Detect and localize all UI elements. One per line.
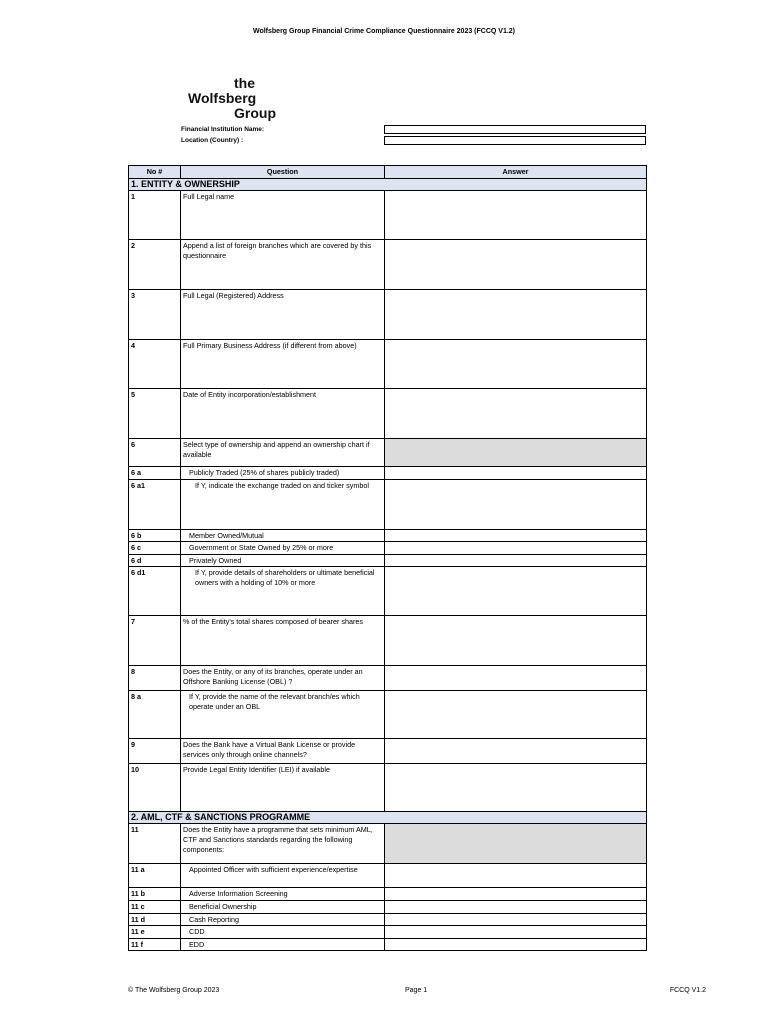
table-row (129, 616, 647, 666)
table-row (129, 691, 647, 739)
row-question (181, 691, 385, 739)
header-question: Question (181, 166, 385, 179)
header-answer: Answer (385, 166, 647, 179)
row-question-text: Member Owned/Mutual (189, 530, 264, 540)
row-question: Select type of ownership and append an ownership chart if available (181, 439, 385, 467)
row-question-text: Appointed Officer with sufficient experience/expertise (189, 865, 358, 875)
answer-cell[interactable] (385, 666, 647, 691)
row-question (181, 913, 385, 926)
row-number: 2 (129, 240, 181, 290)
row-number: 7 (129, 616, 181, 666)
answer-cell[interactable] (385, 926, 647, 939)
table-row (129, 926, 647, 939)
answer-cell[interactable] (385, 340, 647, 389)
row-number: 1 (129, 191, 181, 240)
footer-version: FCCQ V1.2 (669, 987, 706, 994)
table-row (129, 913, 647, 926)
table-row (129, 479, 647, 529)
section-header-row (129, 812, 647, 824)
row-number: 6 b (129, 529, 181, 542)
row-question: Does the Bank have a Virtual Bank License or provide services only through online channels? (181, 739, 385, 764)
row-question (181, 554, 385, 567)
row-question-text: If Y, provide the name of the relevant branch/es which operate under an OBL (189, 692, 360, 711)
row-question-text: Beneficial Ownership (189, 901, 257, 911)
questionnaire-table (128, 165, 647, 951)
row-number: 6 (129, 439, 181, 467)
document-header: Wolfsberg Group Financial Crime Compliance Questionnaire 2023 (FCCQ V1.2) (252, 28, 516, 35)
row-number: 11 (129, 824, 181, 864)
row-question (181, 926, 385, 939)
row-question (181, 864, 385, 888)
answer-cell[interactable] (385, 554, 647, 567)
row-question (181, 900, 385, 913)
table-row (129, 290, 647, 340)
table-row (129, 739, 647, 764)
row-question-text: If Y, indicate the exchange traded on and ticker symbol (195, 480, 369, 490)
row-question-text: Cash Reporting (189, 914, 239, 924)
row-question: Full Legal (Registered) Address (181, 290, 385, 340)
table-row (129, 340, 647, 389)
table-row (129, 439, 647, 467)
row-number: 10 (129, 764, 181, 812)
row-question (181, 567, 385, 616)
row-number: 9 (129, 739, 181, 764)
row-question-text: CDD (189, 927, 205, 937)
row-question: Does the Entity, or any of its branches, operate under an Offshore Banking License (OBL) ? (181, 666, 385, 691)
answer-cell[interactable] (385, 479, 647, 529)
section-title: 2. AML, CTF & SANCTIONS PROGRAMME (129, 812, 647, 824)
table-header-row (129, 166, 647, 179)
row-number: 8 (129, 666, 181, 691)
answer-cell[interactable] (385, 691, 647, 739)
row-question-text: Publicly Traded (25% of shares publicly traded) (189, 468, 340, 477)
answer-cell[interactable] (385, 616, 647, 666)
section-title: 1. ENTITY & OWNERSHIP (129, 179, 647, 191)
answer-cell[interactable] (385, 864, 647, 888)
fi-location-field[interactable] (384, 136, 646, 145)
table-row (129, 529, 647, 542)
row-question: % of the Entity's total shares composed of bearer shares (181, 616, 385, 666)
row-question-text: If Y, provide details of shareholders or ultimate beneficial owners with a holding of 10% or more (195, 568, 375, 587)
table-row (129, 389, 647, 439)
table-row (129, 542, 647, 555)
table-row (129, 888, 647, 901)
answer-cell[interactable] (385, 913, 647, 926)
table-row (129, 900, 647, 913)
row-number: 11 b (129, 888, 181, 901)
table-row (129, 764, 647, 812)
answer-cell[interactable] (385, 542, 647, 555)
table-row (129, 864, 647, 888)
row-question-text: Privately Owned (189, 555, 242, 565)
row-question: Full Legal name (181, 191, 385, 240)
row-number: 5 (129, 389, 181, 439)
row-number: 6 d1 (129, 567, 181, 616)
answer-cell[interactable] (385, 467, 647, 480)
header-no: No # (129, 166, 181, 179)
table-row (129, 191, 647, 240)
row-question: Provide Legal Entity Identifier (LEI) if available (181, 764, 385, 812)
table-row (129, 824, 647, 864)
answer-cell[interactable] (385, 290, 647, 340)
section-header-row (129, 179, 647, 191)
table-row (129, 240, 647, 290)
row-question (181, 479, 385, 529)
row-number: 6 c (129, 542, 181, 555)
footer-copyright: © The Wolfsberg Group 2023 (128, 987, 220, 994)
row-question: Append a list of foreign branches which are covered by this questionnaire (181, 240, 385, 290)
answer-cell[interactable] (385, 764, 647, 812)
row-number: 8 a (129, 691, 181, 739)
answer-cell[interactable] (385, 567, 647, 616)
row-number: 11 f (129, 938, 181, 951)
row-number: 11 a (129, 864, 181, 888)
logo-line-wolfsberg: Wolfsberg (188, 90, 257, 106)
answer-cell (385, 824, 647, 864)
row-question: Full Primary Business Address (if different from above) (181, 340, 385, 389)
table-row (129, 666, 647, 691)
row-number: 11 c (129, 900, 181, 913)
row-question-text: Government or State Owned by 25% or more (189, 543, 334, 553)
table-row (129, 567, 647, 616)
answer-cell[interactable] (385, 888, 647, 901)
answer-cell[interactable] (385, 191, 647, 240)
answer-cell[interactable] (385, 240, 647, 290)
row-question (181, 542, 385, 555)
row-question: Date of Entity incorporation/establishment (181, 389, 385, 439)
row-question (181, 467, 385, 480)
row-number: 4 (129, 340, 181, 389)
footer-page-number: Page 1 (405, 987, 428, 994)
row-number: 6 a (129, 467, 181, 480)
table-row (129, 938, 647, 951)
fi-location-label: Location (Country) : (181, 137, 244, 144)
answer-cell[interactable] (385, 389, 647, 439)
wolfsberg-logo (188, 76, 280, 121)
row-number: 11 e (129, 926, 181, 939)
row-question (181, 938, 385, 951)
row-question-text: EDD (189, 939, 205, 949)
answer-cell[interactable] (385, 938, 647, 951)
logo-line-the: the (234, 75, 255, 91)
row-question-text: Adverse Information Screening (189, 889, 288, 899)
row-number: 11 d (129, 913, 181, 926)
fi-name-label: Financial Institution Name: (181, 126, 265, 133)
answer-cell[interactable] (385, 900, 647, 913)
row-number: 3 (129, 290, 181, 340)
answer-cell[interactable] (385, 739, 647, 764)
row-question (181, 529, 385, 542)
answer-cell[interactable] (385, 529, 647, 542)
row-question (181, 888, 385, 901)
logo-line-group: Group (234, 105, 276, 121)
table-row (129, 467, 647, 480)
answer-cell (385, 439, 647, 467)
row-number: 6 a1 (129, 479, 181, 529)
row-question: Does the Entity have a programme that sets minimum AML, CTF and Sanctions standards regarding the following components: (181, 824, 385, 864)
table-row (129, 554, 647, 567)
fi-name-field[interactable] (384, 125, 646, 134)
row-number: 6 d (129, 554, 181, 567)
